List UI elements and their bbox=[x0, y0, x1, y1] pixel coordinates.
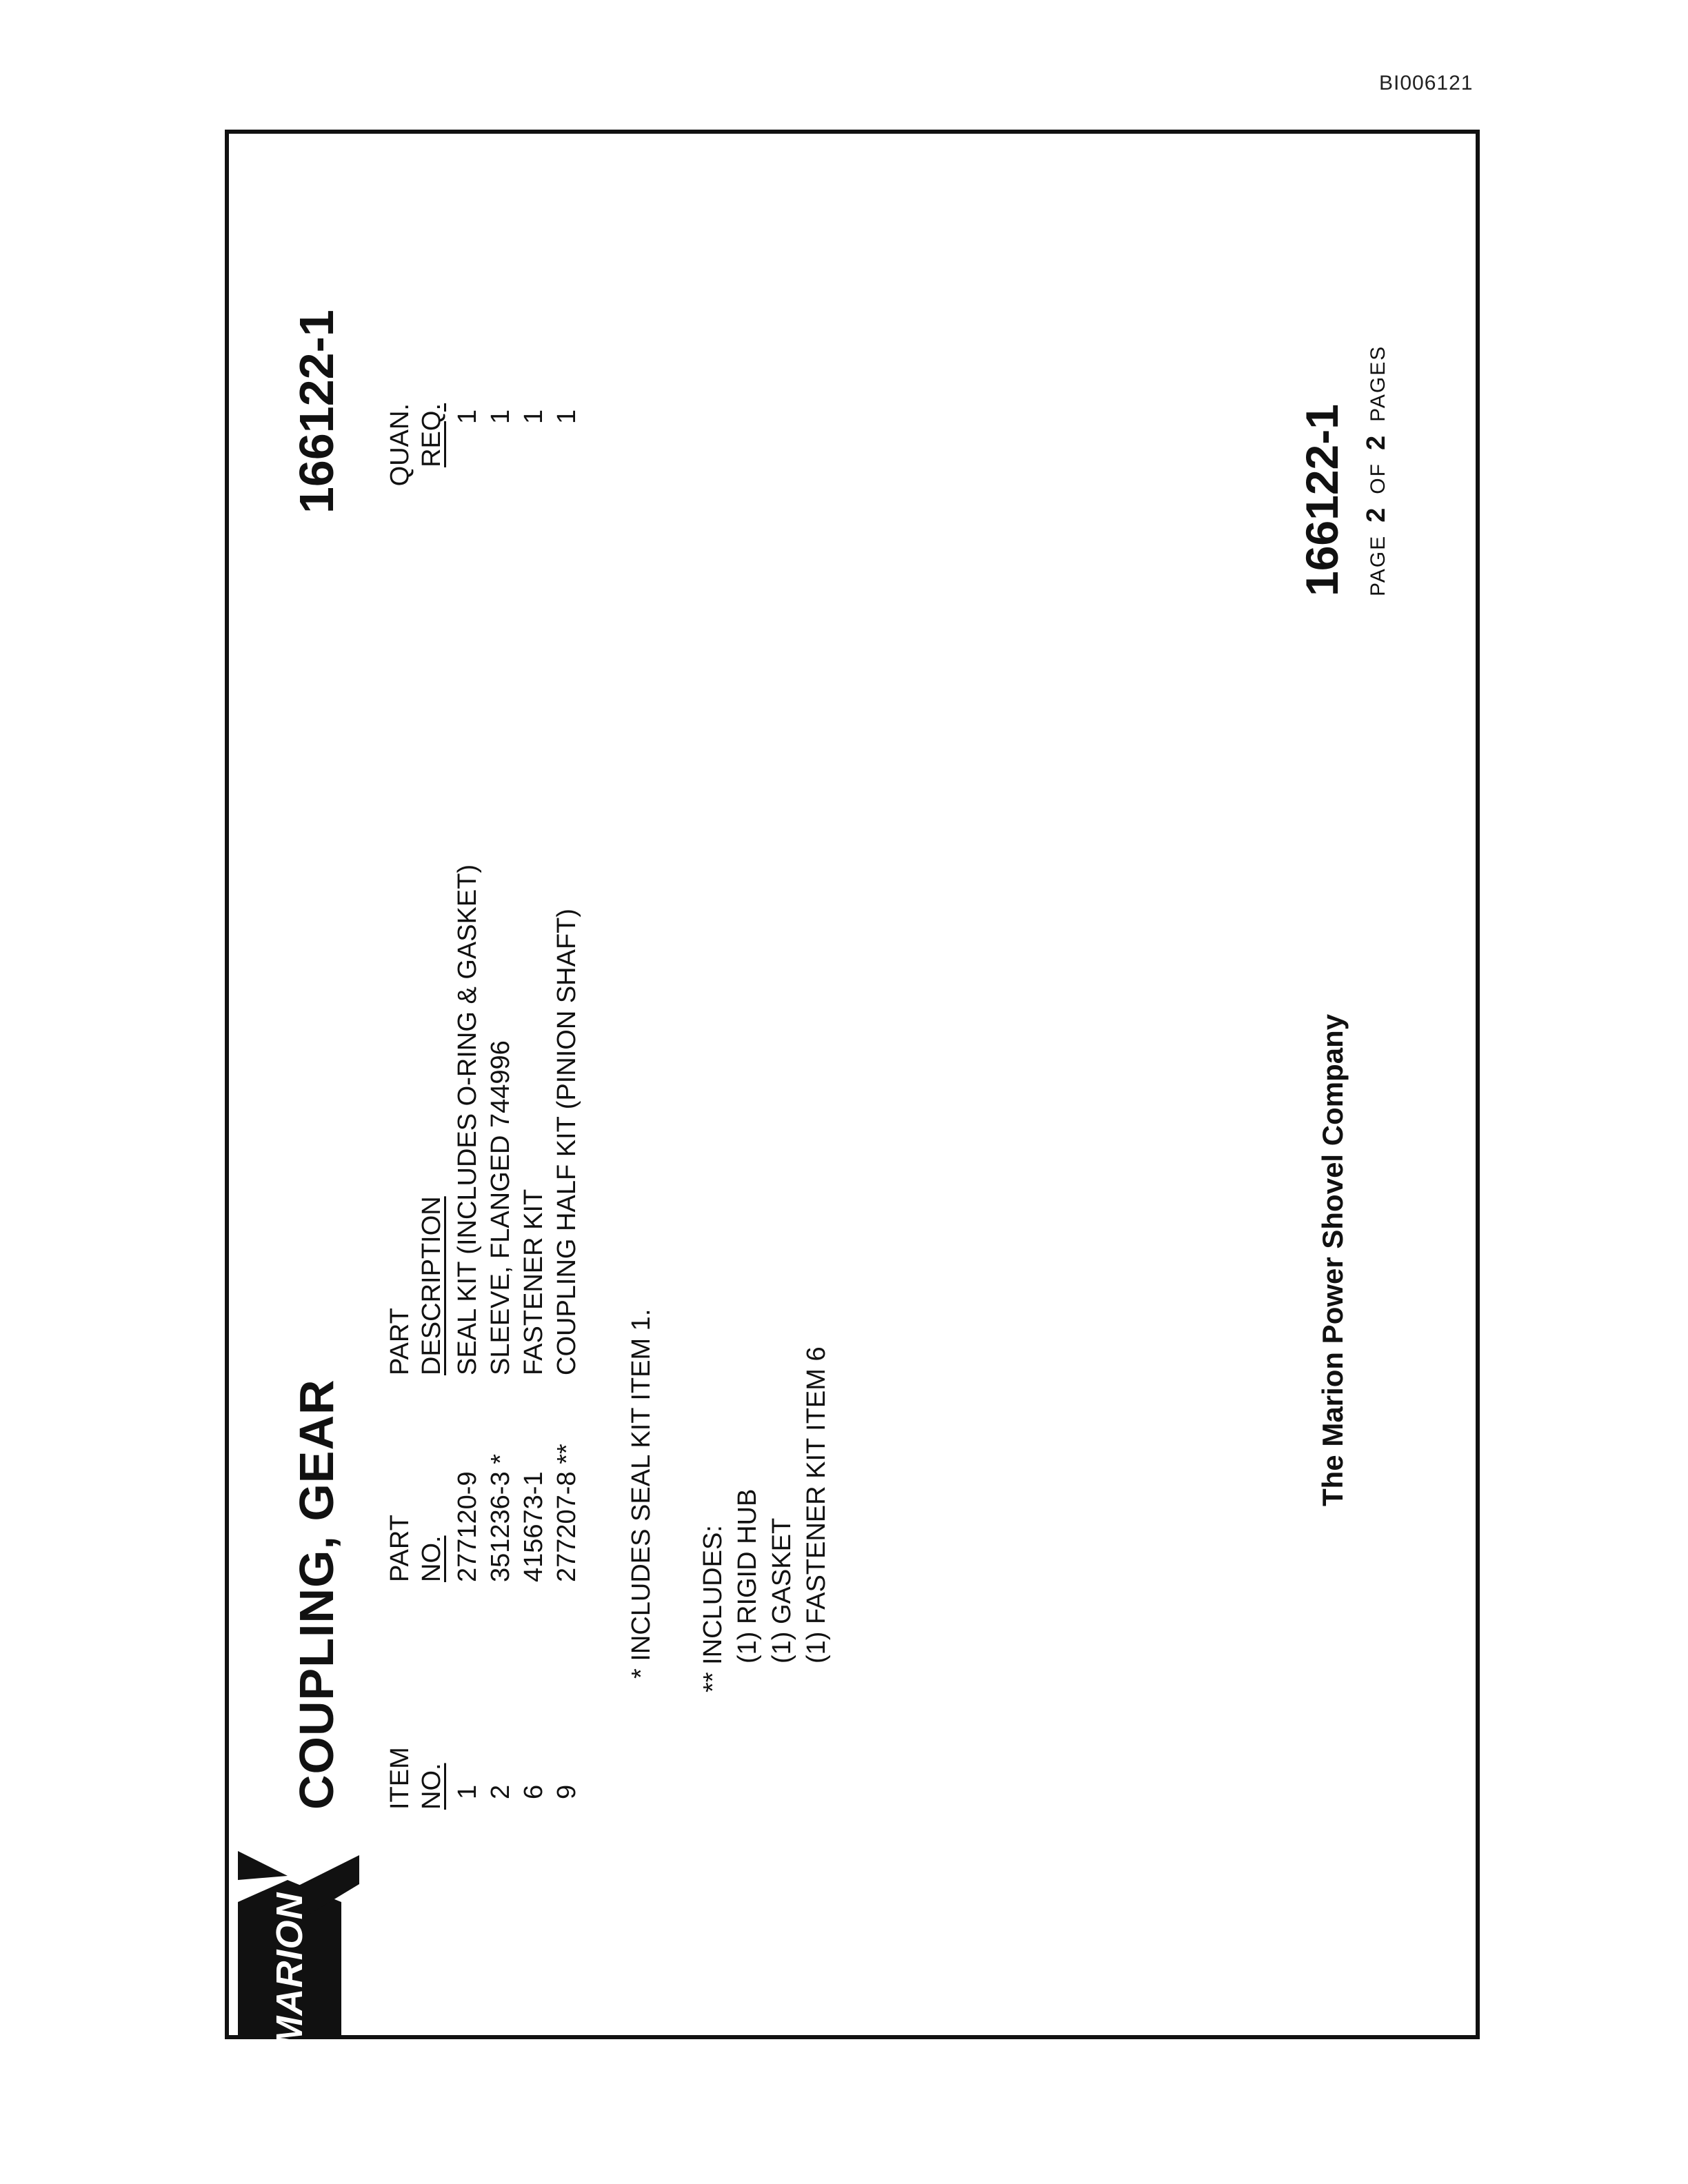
company-name: The Marion Power Shovel Company bbox=[1316, 1013, 1349, 1506]
row-item: 1 bbox=[453, 1784, 482, 1799]
rotated-sheet bbox=[227, 132, 1478, 2048]
header-item-line2: NO. bbox=[417, 1763, 446, 1810]
header-qty-line1: QUAN. bbox=[385, 403, 414, 487]
header-part-no bbox=[384, 1515, 448, 1582]
row-description: COUPLING HALF KIT (PINION SHAFT) bbox=[552, 908, 581, 1375]
row-description: SLEEVE, FLANGED 744996 bbox=[486, 1040, 515, 1375]
row-qty: 1 bbox=[486, 409, 515, 424]
of-label: OF bbox=[1367, 463, 1389, 494]
page-label: PAGE bbox=[1367, 534, 1389, 596]
header-part-line2: NO. bbox=[417, 1535, 446, 1582]
header-desc-line2: DESCRIPTION bbox=[417, 1196, 446, 1375]
pages-label: PAGES bbox=[1367, 345, 1389, 422]
row-qty: 1 bbox=[453, 409, 482, 424]
footnote-include-item: (1) FASTENER KIT ITEM 6 bbox=[802, 1346, 831, 1664]
footnote-double-header: ** INCLUDES: bbox=[699, 1525, 727, 1692]
row-item: 9 bbox=[552, 1784, 581, 1799]
logo-wordmark: MARION bbox=[269, 1892, 310, 2048]
footnote-double bbox=[696, 1346, 834, 1692]
document-id: BI006121 bbox=[1379, 72, 1474, 94]
footnote-include-item: (1) RIGID HUB bbox=[733, 1488, 762, 1664]
header-item-line1: ITEM bbox=[385, 1747, 414, 1810]
header-part-line1: PART bbox=[385, 1515, 414, 1582]
header-item-no bbox=[384, 1747, 448, 1810]
page-total: 2 bbox=[1362, 434, 1391, 451]
row-part: 277120-9 bbox=[453, 1471, 482, 1582]
header-description bbox=[384, 1196, 448, 1375]
footnote-single: * INCLUDES SEAL KIT ITEM 1. bbox=[627, 1308, 656, 1679]
row-description: SEAL KIT (INCLUDES O-RING & GASKET) bbox=[453, 864, 482, 1375]
header-quantity bbox=[384, 403, 448, 541]
row-qty: 1 bbox=[519, 409, 548, 424]
document-number-top: 166122-1 bbox=[290, 310, 343, 514]
row-description: FASTENER KIT bbox=[519, 1189, 548, 1375]
page-indicator bbox=[1362, 345, 1391, 596]
page-title: COUPLING, GEAR bbox=[290, 1379, 343, 1810]
header-qty-line2: REQ. bbox=[417, 403, 446, 467]
row-item: 6 bbox=[519, 1784, 548, 1799]
row-qty: 1 bbox=[552, 409, 581, 424]
marion-logo bbox=[219, 1846, 359, 2052]
header-desc-line1: PART bbox=[385, 1308, 414, 1375]
row-item: 2 bbox=[486, 1784, 515, 1799]
document-number-bottom: 166122-1 bbox=[1296, 404, 1347, 596]
row-part: 277207-8 ** bbox=[552, 1444, 581, 1582]
row-part: 351236-3 * bbox=[486, 1454, 515, 1582]
footnote-include-item: (1) GASKET bbox=[767, 1517, 796, 1664]
row-part: 415673-1 bbox=[519, 1471, 548, 1582]
page-current: 2 bbox=[1362, 506, 1391, 523]
